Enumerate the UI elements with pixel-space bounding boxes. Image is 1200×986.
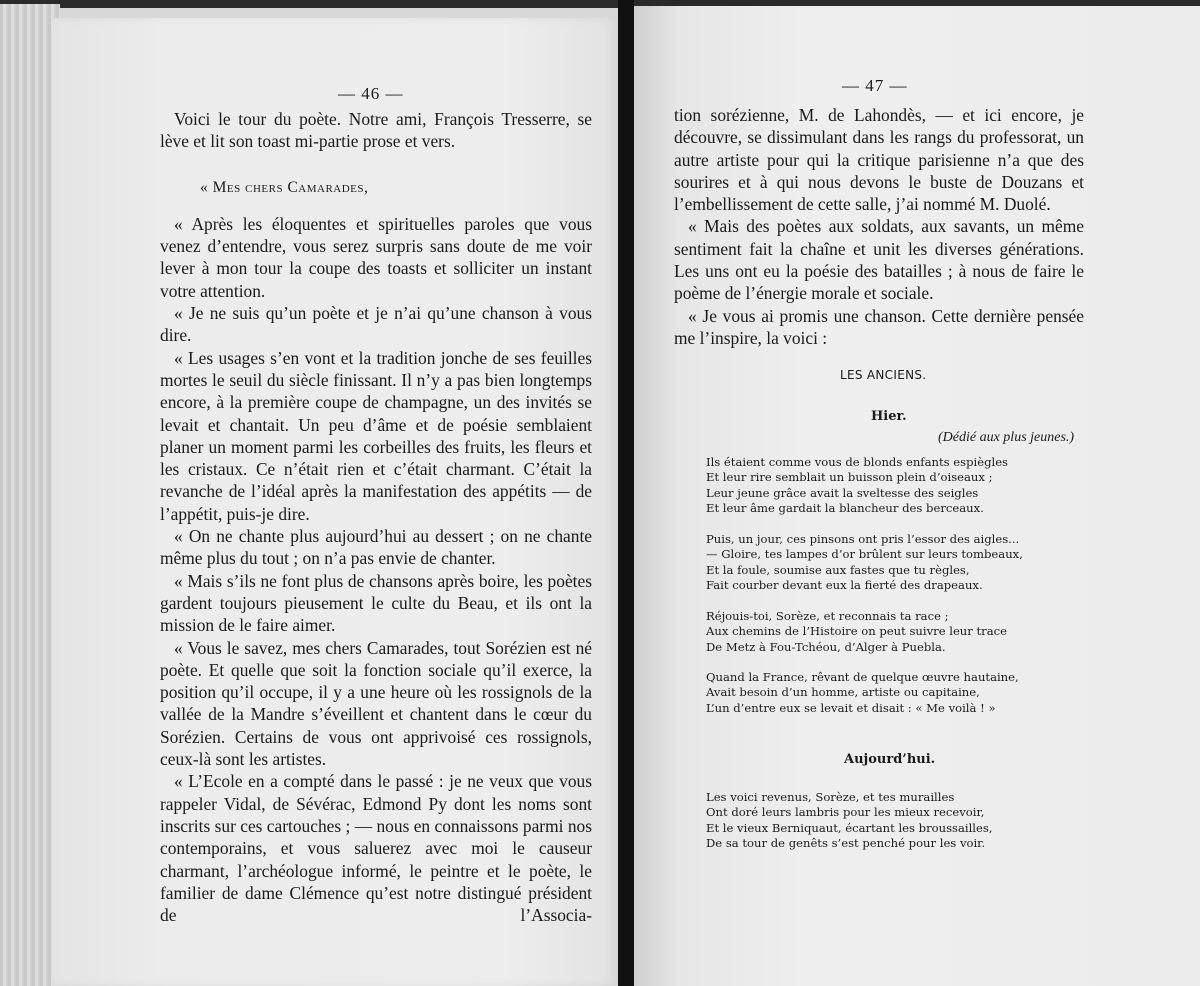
verse-line: L’un d’entre eux se levait et disait : « Me voilà ! » — [706, 700, 996, 715]
verse-line: Les voici revenus, Sorèze, et tes murailles — [706, 790, 955, 804]
paragraph: tion sorézienne, M. de Lahondès, — et ici encore, je découvre, se dissimulant dans les rangs du professorat, un autre artiste pour qui la critique parisienne n’a que des sourires et à qui nous devons le buste de Douzans et l’embellissement de cette salle, j’ai nommé M. Duolé. — [674, 105, 1084, 215]
paragraph: « Après les éloquentes et spirituelles paroles que vous venez d’entendre, vous serez surpris sans doute de me voir lever à mon tour la coupe des toasts et solliciter un instant votre attention. — [160, 213, 592, 301]
left-page — [52, 18, 618, 986]
section-title-aujourdhui: Aujourd’hui. — [844, 752, 936, 767]
poem-dedication: (Dédié aux plus jeunes.) — [938, 430, 1075, 445]
paragraph: « Je vous ai promis une chanson. Cette dernière pensée me l’inspire, la voici : — [674, 305, 1084, 348]
verse-line: Réjouis-toi, Sorèze, et reconnais ta race ; — [706, 609, 949, 623]
verse-line: Ont doré leurs lambris pour les mieux recevoir, — [706, 805, 985, 820]
paragraph: « Vous le savez, mes chers Camarades, tout Sorézien est né poète. Et quelle que soit la fonction sociale qu’il exerce, la position qu’il occupe, il y a une heure où les rossignols de la vallée de la Mandre s’éveillent et chantent dans le cœur du Sorézien. Certains de vous ont apprivoisé ces rossignols, ceux-là sont les artistes. — [160, 637, 592, 770]
verse-line: De Metz à Fou-Tchéou, d’Alger à Puebla. — [706, 639, 946, 654]
verse-line: Avait besoin d’un homme, artiste ou capitaine, — [706, 685, 980, 700]
intro-line-2: lève et lit son toast mi-partie prose et vers. — [160, 131, 456, 152]
right-page — [634, 6, 1200, 986]
stanza — [706, 670, 1019, 716]
verse-line: Et le vieux Berniquaut, écartant les broussailles, — [706, 820, 993, 835]
verse-line: Et la foule, soumise aux fastes que tu règles, — [706, 562, 970, 577]
left-page-text — [160, 108, 592, 926]
stanza — [706, 455, 1008, 517]
paragraph: « Je ne suis qu’un poète et je n’ai qu’une chanson à vous dire. — [160, 303, 592, 346]
verse-line: — Gloire, tes lampes d’or brûlent sur leurs tombeaux, — [706, 547, 1023, 562]
paragraph: « Mais s’ils ne font plus de chansons après boire, les poètes gardent toujours pieusement le culte du Beau, et ils ont la mission de le faire aimer. — [160, 570, 592, 636]
paragraph: « Mais des poètes aux soldats, aux savants, un même sentiment fait la chaîne et unit les diverses générations. Les uns ont eu la poésie des batailles ; à nous de faire le poème de l’énergie morale et sociale. — [674, 216, 1084, 304]
intro-line-1: Voici le tour du poète. Notre ami, François Tresserre, se — [174, 109, 592, 129]
page-number-left: — 46 — — [338, 84, 404, 103]
verse-line: Quand la France, rêvant de quelque œuvre hautaine, — [706, 670, 1019, 684]
page-stack-edge — [0, 4, 60, 986]
verse-line: Aux chemins de l’Histoire on peut suivre leur trace — [706, 624, 1007, 639]
paragraph: « On ne chante plus aujourd’hui au dessert ; on ne chante même plus du tout ; on n’a pas envie de chanter. — [160, 526, 592, 569]
verse-line: De sa tour de genêts s’est penché pour les voir. — [706, 836, 986, 851]
verse-line: Fait courber devant eux la fierté des drapeaux. — [706, 578, 983, 593]
verse-line: Et leur rire semblait un buisson plein d’oiseaux ; — [706, 470, 993, 485]
stanza — [706, 609, 1007, 655]
section-title-hier: Hier. — [871, 409, 907, 424]
verse-line: Leur jeune grâce avait la sveltesse des seigles — [706, 485, 979, 500]
paragraph: « L’Ecole en a compté dans le passé : je ne veux que vous rappeler Vidal, de Sévérac, Edmond Py dont les noms sont inscrits sur ces cartouches ; — nous en connaissons parmi nos contemporains, et vous saluerez avec moi le causeur charmant, l’archéologue informé, le peintre et le poète, le familier de dame Clémence qu’est notre distingué président de l’Associa- — [160, 771, 592, 926]
poem-title: LES ANCIENS. — [840, 368, 927, 382]
stanza — [706, 790, 993, 852]
verse-line: Et leur âme gardait la blancheur des berceaux. — [706, 501, 984, 516]
book-gutter — [618, 0, 634, 986]
stanza — [706, 532, 1023, 594]
salutation: « Mes chers Camarades, — [200, 178, 369, 196]
verse-line: Ils étaient comme vous de blonds enfants espiègles — [706, 455, 1009, 469]
page-number-right: — 47 — — [842, 76, 908, 95]
verse-line: Puis, un jour, ces pinsons ont pris l’essor des aigles... — [706, 532, 1020, 546]
right-page-text — [674, 104, 1084, 349]
paragraph: « Les usages s’en vont et la tradition jonche de ses feuilles mortes le seuil du siècle finissant. Il n’y a pas bien longtemps encore, à la première coupe de champagne, un des invités se levait et chantait. Un peu d’âme et de poésie semblaient planer un moment parmi les corbeilles des fruits, les fleurs et les cristaux. Ce n’était rien et c’était charmant. C’était la revanche de l’idéal après la manifestation des appétits — de l’appétit, puis-je dire. — [160, 347, 592, 524]
